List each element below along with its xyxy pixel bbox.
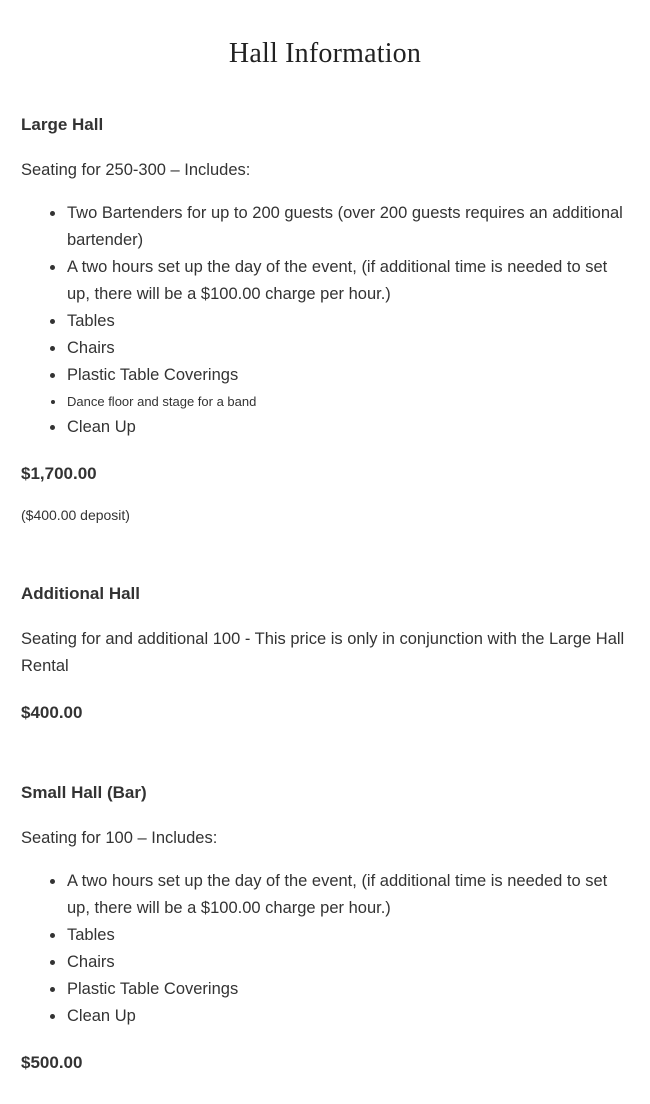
small-hall-heading: Small Hall (Bar) <box>21 783 147 802</box>
additional-hall-intro: Seating for and additional 100 - This price is only in conjunction with the Large Hall Rental <box>21 630 625 675</box>
large-hall-intro: Seating for 250-300 – Includes: <box>21 161 251 179</box>
list-item: • A two hours set up the day of the event, (if additional time is needed to set up, there will be a $100.00 charge per hour.) <box>66 254 629 308</box>
page-title: Hall Information <box>228 38 422 69</box>
list-item: • Tables <box>66 308 629 335</box>
list-item: • Clean Up <box>66 1003 629 1030</box>
additional-hall-heading: Additional Hall <box>21 584 140 603</box>
section-large-hall <box>21 114 629 525</box>
large-hall-price: $1,700.00 <box>21 464 97 483</box>
list-item: • Two Bartenders for up to 200 guests (over 200 guests requires an additional bartender) <box>66 200 629 254</box>
list-item: • Plastic Table Coverings <box>66 976 629 1003</box>
section-additional-hall <box>21 583 629 724</box>
large-hall-includes-list <box>21 200 629 441</box>
list-item: • Tables <box>66 922 629 949</box>
list-item: • Chairs <box>66 335 629 362</box>
large-hall-deposit-note: ($400.00 deposit) <box>21 507 130 523</box>
list-item: • Plastic Table Coverings <box>66 362 629 389</box>
list-item: • Clean Up <box>66 414 629 441</box>
section-small-hall <box>21 782 629 1074</box>
list-item: • Chairs <box>66 949 629 976</box>
additional-hall-price: $400.00 <box>21 703 83 722</box>
list-item: • Dance floor and stage for a band <box>66 389 629 414</box>
small-hall-price: $500.00 <box>21 1053 83 1072</box>
large-hall-heading: Large Hall <box>21 115 104 134</box>
small-hall-intro: Seating for 100 – Includes: <box>21 829 218 847</box>
small-hall-includes-list <box>21 868 629 1030</box>
list-item: • A two hours set up the day of the event, (if additional time is needed to set up, there will be a $100.00 charge per hour.) <box>66 868 629 922</box>
